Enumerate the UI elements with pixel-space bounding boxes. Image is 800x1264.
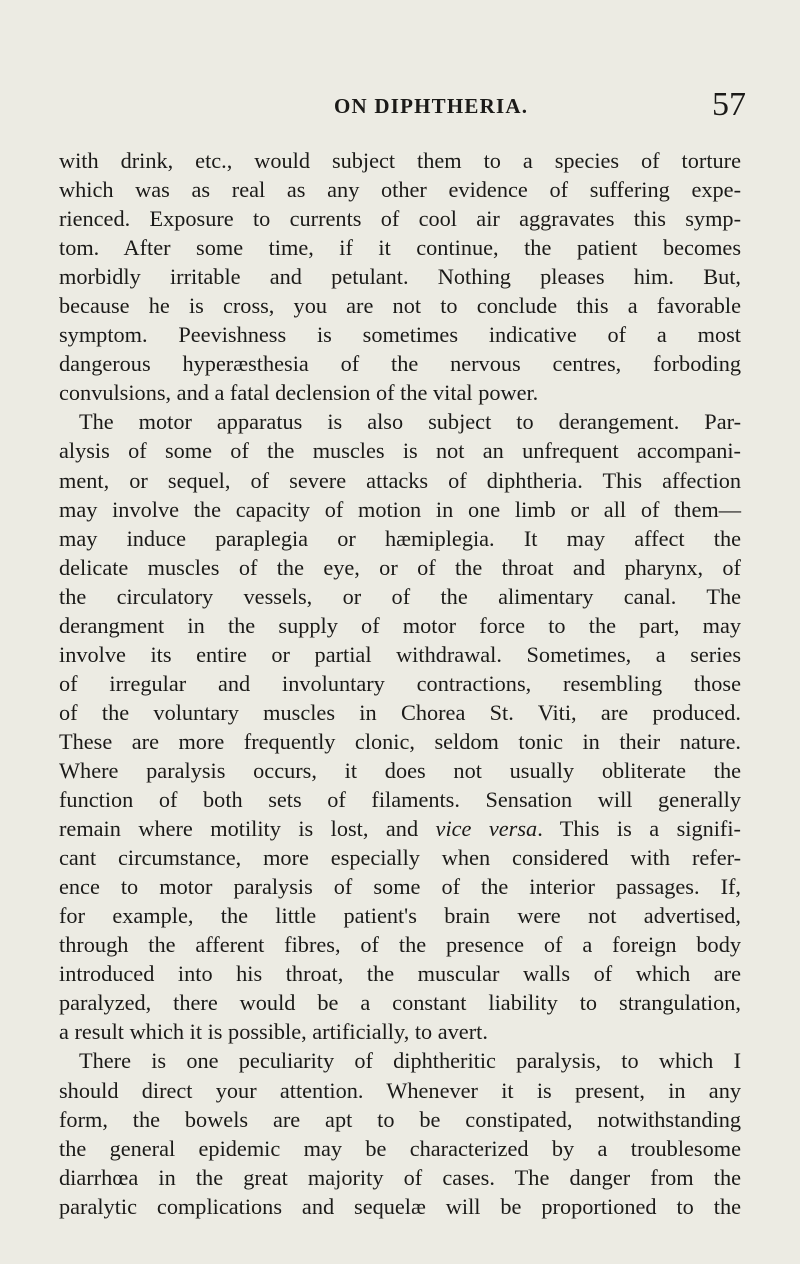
text-line: alysis of some of the muscles is not an unfrequent accompani- (59, 438, 741, 464)
text-line: There is one peculiarity of diphtheritic paralysis, to which I (79, 1048, 741, 1074)
text-fragment: . This is a signifi- (537, 816, 741, 842)
text-line: paralytic complications and sequelæ will be proportioned to the (59, 1193, 741, 1219)
text-line: morbidly irritable and petulant. Nothing pleases him. But, (59, 264, 741, 290)
text-line: rienced. Exposure to currents of cool air aggravates this symp- (59, 206, 741, 232)
text-line: may induce paraplegia or hæmiplegia. It may affect the (59, 525, 741, 551)
text-line: a result which it is possible, artificially, to avert. (59, 1019, 488, 1045)
italic-phrase: vice versa (435, 816, 538, 842)
text-line: the general epidemic may be characterized by a troublesome (59, 1135, 741, 1161)
text-line: The motor apparatus is also subject to derangement. Par- (79, 409, 741, 435)
text-fragment: remain where motility is lost, and (59, 816, 436, 842)
text-line: through the afferent fibres, of the presence of a foreign body (59, 932, 741, 958)
text-line: with drink, etc., would subject them to a species of torture (59, 148, 741, 173)
text-line: paralyzed, there would be a constant liability to strangulation, (59, 990, 741, 1016)
text-line: ment, or sequel, of severe attacks of diphtheria. This affection (59, 467, 741, 493)
text-line-with-italic (59, 814, 741, 843)
text-line: These are more frequently clonic, seldom tonic in their nature. (59, 728, 741, 754)
text-line: of the voluntary muscles in Chorea St. Viti, are produced. (59, 699, 741, 725)
text-line: form, the bowels are apt to be constipated, notwithstanding (59, 1106, 741, 1132)
text-line: dangerous hyperæsthesia of the nervous centres, forboding (59, 351, 741, 377)
text-line: the circulatory vessels, or of the alimentary canal. The (59, 583, 741, 609)
page-number: 57 (712, 86, 746, 123)
text-line: for example, the little patient's brain were not advertised, (59, 903, 741, 929)
text-line: delicate muscles of the eye, or of the throat and pharynx, of (59, 554, 741, 580)
text-line: ence to motor paralysis of some of the interior passages. If, (59, 874, 741, 900)
text-line: should direct your attention. Whenever it is present, in any (59, 1077, 741, 1103)
body-text (59, 146, 741, 1221)
text-line: function of both sets of filaments. Sensation will generally (59, 787, 741, 813)
text-line: convulsions, and a fatal declension of the vital power. (59, 380, 539, 406)
text-line: which was as real as any other evidence of suffering expe- (59, 177, 741, 203)
text-line: introduced into his throat, the muscular walls of which are (59, 961, 741, 987)
text-line: diarrhœa in the great majority of cases. The danger from the (59, 1164, 741, 1190)
text-line: because he is cross, you are not to conclude this a favorable (59, 293, 741, 319)
text-line: symptom. Peevishness is sometimes indicative of a most (59, 322, 741, 348)
text-line: Where paralysis occurs, it does not usually obliterate the (59, 757, 741, 783)
running-head (0, 86, 800, 126)
text-line: involve its entire or partial withdrawal. Sometimes, a series (59, 641, 741, 667)
running-head-title: ON DIPHTHERIA. (334, 94, 529, 118)
text-line: of irregular and involuntary contractions, resembling those (59, 670, 741, 696)
text-line: derangment in the supply of motor force to the part, may (59, 612, 741, 638)
text-line: may involve the capacity of motion in one limb or all of them— (59, 496, 741, 522)
text-line: cant circumstance, more especially when considered with refer- (59, 845, 741, 871)
text-line: tom. After some time, if it continue, the patient becomes (59, 235, 741, 261)
